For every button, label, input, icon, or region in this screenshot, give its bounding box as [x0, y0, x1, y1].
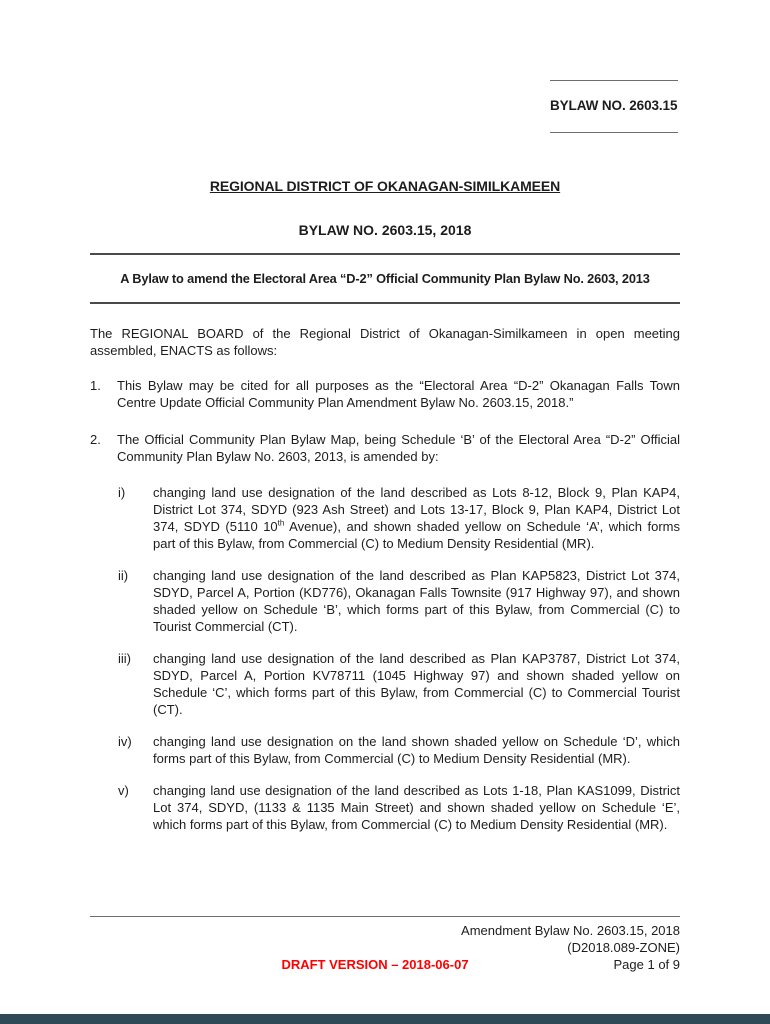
clause-text: This Bylaw may be cited for all purposes as the “Electoral Area “D-2” Okanagan Falls Town Centre Update Official Community Plan Amendment Bylaw No. 2603.15, 2018.” — [117, 378, 680, 410]
amendment-text — [153, 484, 680, 552]
footer-file-ref: (D2018.089-ZONE) — [567, 939, 680, 955]
amendment-item-iii — [118, 650, 680, 718]
footer-amendment-ref: Amendment Bylaw No. 2603.15, 2018 — [461, 923, 680, 938]
ordinal-superscript: th — [277, 518, 285, 528]
clause-number: 1. — [90, 378, 101, 393]
document-body — [90, 0, 680, 833]
amendment-number: i) — [118, 485, 126, 500]
divider-rule-bottom — [90, 302, 680, 304]
amendment-text-after: Avenue), and shown shaded yellow on Schedule ‘A’, which forms part of this Bylaw, from Commercial (C) to Medium Density Residential (MR). — [153, 519, 681, 551]
amendment-text: changing land use designation of the land described as Plan KAP3787, District Lot 374, SDYD, Parcel A, Portion KV78711 (1045 Highway 97) and shown shaded yellow on Schedule ‘C’, which forms part of this Bylaw, from Commercial (C) to Commercial Tourist (CT). — [153, 651, 680, 717]
divider-rule-top — [90, 253, 680, 255]
viewer-bottom-bar — [0, 1014, 770, 1024]
amendment-item-iv — [118, 733, 680, 767]
amendment-text: changing land use designation of the land described as Lots 1-18, Plan KAS1099, District Lot 374, SDYD, (1133 & 1135 Main Street) and shown shaded yellow on Schedule ‘E’, which forms part of this Bylaw, from Commercial (C) to Medium Density Residential (MR). — [153, 783, 680, 832]
amendment-item-i — [118, 484, 680, 552]
enacting-clause: The REGIONAL BOARD of the Regional District of Okanagan-Similkameen in open meeting assembled, ENACTS as follows: — [90, 326, 680, 358]
amendment-text: changing land use designation of the land described as Plan KAP5823, District Lot 374, SDYD, Parcel A, Portion (KD776), Okanagan Falls Townsite (917 Highway 97), and shown shaded yellow on Schedule ‘B’, which forms part of this Bylaw, from Commercial (C) to Tourist Commercial (CT). — [153, 568, 680, 634]
amendment-text-before: changing land use designation of the land described as Lots 8-12, Block 9, Plan KAP4, District Lot 374, SDYD (923 Ash Street) and Lots 13-17, Block 9, Plan KAP4, District Lot 374, SDYD (5110 10 — [153, 485, 680, 534]
amendment-number: ii) — [118, 568, 129, 583]
org-title — [90, 178, 680, 195]
page-footer — [90, 916, 680, 974]
page-number: Page 1 of 9 — [613, 957, 680, 972]
amendment-number: v) — [118, 783, 129, 798]
footer-last-row — [90, 957, 680, 974]
clause-number: 2. — [90, 432, 101, 447]
clause-text: The Official Community Plan Bylaw Map, being Schedule ‘B’ of the Electoral Area “D-2” Official Community Plan Bylaw No. 2603, 2013, is amended by: — [117, 432, 680, 464]
amendment-number: iv) — [118, 734, 132, 749]
bylaw-number-label: BYLAW NO. 2603.15 — [550, 98, 678, 113]
draft-version-notice: DRAFT VERSION – 2018-06-07 — [281, 957, 469, 972]
amendment-list — [118, 484, 680, 833]
org-title-text: REGIONAL DISTRICT OF OKANAGAN-SIMILKAMEEN — [209, 178, 561, 194]
amendment-number: iii) — [118, 651, 131, 666]
bylaw-title: BYLAW NO. 2603.15, 2018 — [298, 222, 472, 238]
clause-1 — [90, 377, 680, 411]
amendment-item-v — [118, 782, 680, 833]
clause-2 — [90, 431, 680, 465]
amendment-text: changing land use designation on the land shown shaded yellow on Schedule ‘D’, which forms part of this Bylaw, from Commercial (C) to Medium Density Residential (MR). — [153, 734, 680, 766]
amendment-heading: A Bylaw to amend the Electoral Area “D-2” Official Community Plan Bylaw No. 2603, 2013 — [120, 271, 650, 286]
amendment-item-ii — [118, 567, 680, 635]
footer-rule — [90, 916, 680, 917]
